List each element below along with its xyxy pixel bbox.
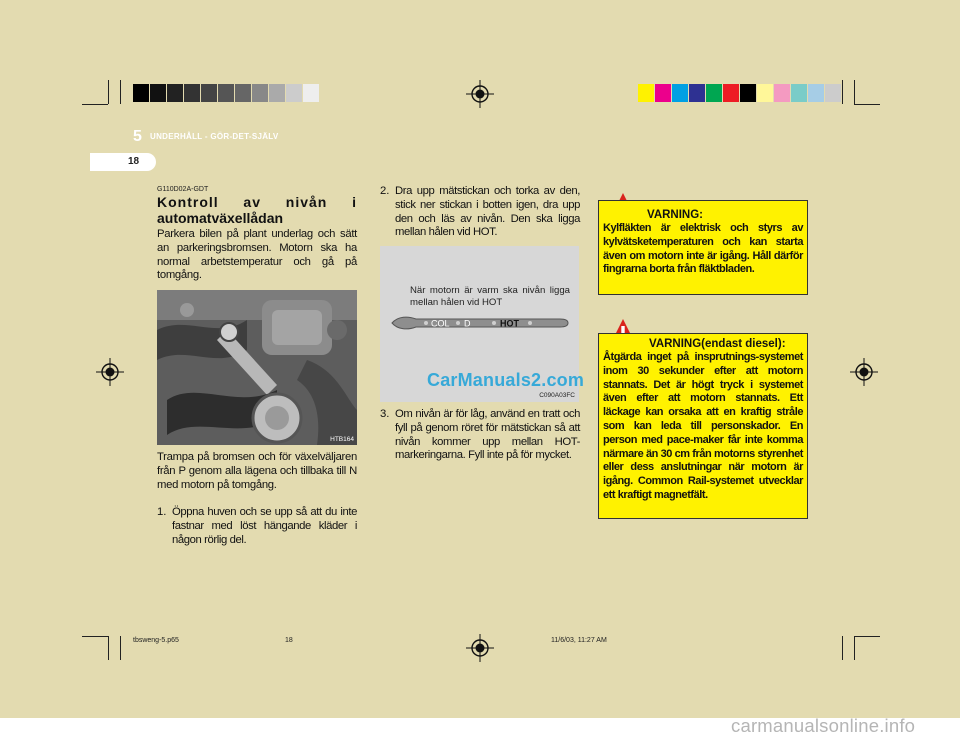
page-number: 18 xyxy=(128,156,140,167)
figure-code: C090A03FC xyxy=(539,392,575,399)
intro-paragraph: Parkera bilen på plant underlag och sätt an parkeringsbromsen. Motorn ska ha normal arbetstemperatur och gå på tomgång. xyxy=(157,228,357,282)
dipstick-label-d: D xyxy=(464,318,471,329)
step-number: 2. xyxy=(380,185,390,197)
registration-mark-icon xyxy=(850,358,878,386)
brake-paragraph: Trampa på bromsen och för växelväljaren från P genom alla lägena och tillbaka till N med motorn på tomgång. xyxy=(157,451,357,491)
dipstick-figure xyxy=(380,246,585,402)
warning-body: Åtgärda inget på insprutnings-systemet inom 30 sekunder efter att motorn stannats. Det är högt tryck i systemet även efter att motorn stannats. Ett läckage kan orsaka att en kraftig stråle som kan leda till personskador. En person med pace-maker får inte komma närmare än 30 cm från motorns styrenhet eller dess anslutningar när motorn är igång. Common Rail-systemet utvecklar ett kraftigt magnetfält. xyxy=(603,351,803,501)
gray-swatch xyxy=(252,84,269,102)
color-swatch xyxy=(655,84,672,102)
color-swatch xyxy=(638,84,655,102)
color-swatch xyxy=(825,84,842,102)
footer-file: tbsweng-5.p65 xyxy=(133,637,179,644)
warning-box-diesel xyxy=(598,333,808,519)
heading-word: Kontroll xyxy=(157,194,219,210)
heading-word: i xyxy=(352,194,357,210)
step-number: 1. xyxy=(157,506,167,518)
photo-code: HTB164 xyxy=(330,436,354,443)
step-list-1 xyxy=(157,506,357,547)
warning-box-fan xyxy=(598,200,808,295)
gray-swatch xyxy=(235,84,252,102)
chapter-title: UNDERHÅLL - GÖR-DET-SJÄLV xyxy=(150,132,279,141)
dipstick-label-col: COL xyxy=(431,318,450,329)
color-swatch xyxy=(740,84,757,102)
gray-swatch xyxy=(201,84,218,102)
footer-page: 18 xyxy=(285,637,293,644)
step-text: Om nivån är för låg, använd en tratt och fyll på genom röret för mätstickan så att nivån kommer upp mellan HOT-markeringarna. Fyll inte på för mycket. xyxy=(395,408,580,462)
heading-line-2: automatväxellådan xyxy=(157,210,284,226)
color-swatch xyxy=(672,84,689,102)
dipstick-label-hot: HOT xyxy=(500,318,519,329)
registration-mark-icon xyxy=(466,634,494,662)
heading-line-1 xyxy=(157,194,357,210)
step-number: 3. xyxy=(380,408,390,420)
warning-title: VARNING: xyxy=(647,209,704,221)
registration-mark-icon xyxy=(466,80,494,108)
dipstick-icon xyxy=(390,312,570,334)
step-list-3 xyxy=(380,408,580,463)
list-item xyxy=(380,185,580,240)
footer-timestamp: 11/6/03, 11:27 AM xyxy=(551,637,607,644)
warning-body: Kylfläkten är elektrisk och styrs av kylvätsketemperaturen och kan starta även om motorn inte är igång. Håll därför fingrarna borta från fläktbladen. xyxy=(603,222,803,276)
color-swatch xyxy=(706,84,723,102)
color-swatch xyxy=(757,84,774,102)
gray-swatch xyxy=(133,84,150,102)
heading-word: av xyxy=(243,194,261,210)
color-calibration-bar xyxy=(638,84,842,102)
gray-swatch xyxy=(150,84,167,102)
color-swatch xyxy=(723,84,740,102)
heading-word: nivån xyxy=(285,194,328,210)
step-text: Dra upp mätstickan och torka av den, stick ner stickan i botten igen, dra upp den och läs av nivån. Den ska ligga mellan hålen vid HOT. xyxy=(395,185,580,239)
color-swatch xyxy=(808,84,825,102)
step-text: Öppna huven och se upp så att du inte fastnar med löst hängande kläder i någon rörlig del. xyxy=(172,506,357,546)
warning-title: VARNING(endast diesel): xyxy=(649,338,786,350)
page-number-tab xyxy=(90,153,156,171)
color-swatch xyxy=(689,84,706,102)
color-swatch xyxy=(791,84,808,102)
list-item xyxy=(157,506,357,547)
engine-bay-photo xyxy=(157,290,357,445)
gray-swatch xyxy=(286,84,303,102)
step-list-2 xyxy=(380,185,580,240)
gray-swatch xyxy=(218,84,235,102)
list-item xyxy=(380,408,580,463)
watermark: CarManuals2.com xyxy=(427,370,585,390)
engine-bay-illustration xyxy=(157,290,357,445)
grayscale-calibration-bar xyxy=(133,84,320,102)
figure-caption: När motorn är varm ska nivån ligga mellan hålen vid HOT xyxy=(410,285,570,308)
section-heading xyxy=(157,194,357,226)
chapter-number: 5 xyxy=(133,128,142,145)
color-swatch xyxy=(774,84,791,102)
site-watermark-link[interactable]: carmanualsonline.info xyxy=(731,715,916,736)
gray-swatch xyxy=(167,84,184,102)
section-code: G110D02A-GDT xyxy=(157,186,209,193)
registration-mark-icon xyxy=(96,358,124,386)
gray-swatch xyxy=(303,84,320,102)
gray-swatch xyxy=(269,84,286,102)
gray-swatch xyxy=(184,84,201,102)
